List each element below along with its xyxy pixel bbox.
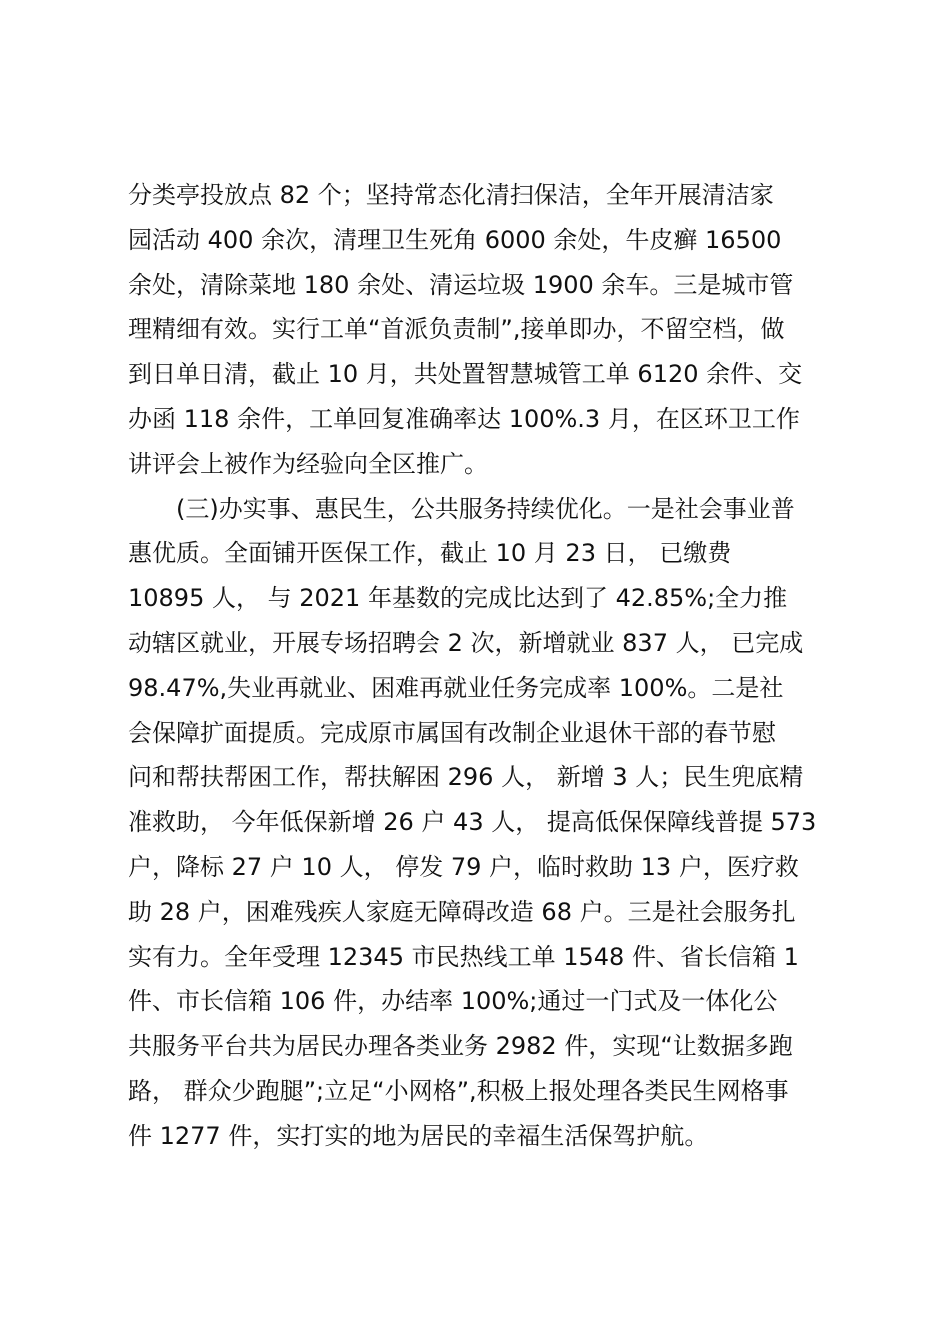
text-line: 10895 人， 与 2021 年基数的完成比达到了 42.85%;全力推 [128, 584, 788, 613]
text-line: 理精细有效。实行工单“首派负责制”,接单即办，不留空档，做 [128, 315, 785, 344]
text-line: 惠优质。全面铺开医保工作，截止 10 月 23 日， 已缴费 [128, 539, 732, 568]
paragraph-start-line: (三)办实事、惠民生，公共服务持续优化。一是社会事业普 [176, 494, 795, 523]
text-line: 准救助， 今年低保新增 26 户 43 人， 提高低保保障线普提 573 [128, 808, 817, 837]
text-line: 讲评会上被作为经验向全区推广。 [128, 449, 488, 478]
text-line: 园活动 400 余次，清理卫生死角 6000 余处，牛皮癣 16500 [128, 225, 782, 254]
text-line: 路， 群众少跑腿”;立足“小网格”,积极上报处理各类民生网格事 [128, 1076, 789, 1105]
text-line: 件 1277 件，实打实的地为居民的幸福生活保驾护航。 [128, 1121, 709, 1150]
text-line: 动辖区就业，开展专场招聘会 2 次，新增就业 837 人， 已完成 [128, 628, 804, 657]
body-text [128, 173, 836, 1159]
text-line: 98.47%,失业再就业、困难再就业任务完成率 100%。二是社 [128, 673, 784, 702]
text-line: 余处，清除菜地 180 余处、清运垃圾 1900 余车。三是城市管 [128, 270, 794, 299]
text-line: 到日单日清，截止 10 月，共处置智慧城管工单 6120 余件、交 [128, 360, 803, 389]
text-line: 户，降标 27 户 10 人， 停发 79 户，临时救助 13 户，医疗救 [128, 852, 799, 881]
text-line: 助 28 户，困难残疾人家庭无障碍改造 68 户。三是社会服务扎 [128, 897, 796, 926]
text-line: 问和帮扶帮困工作，帮扶解困 296 人， 新增 3 人；民生兜底精 [128, 763, 804, 792]
text-line: 实有力。全年受理 12345 市民热线工单 1548 件、省长信箱 1 [128, 942, 799, 971]
text-line: 共服务平台共为居民办理各类业务 2982 件，实现“让数据多跑 [128, 1032, 793, 1061]
text-line: 会保障扩面提质。完成原市属国有改制企业退休干部的春节慰 [128, 718, 776, 747]
text-line: 分类亭投放点 82 个；坚持常态化清扫保洁，全年开展清洁家 [128, 181, 774, 209]
text-line: 件、市长信箱 106 件，办结率 100%;通过一门式及一体化公 [128, 987, 778, 1016]
text-line: 办函 118 余件，工单回复准确率达 100%.3 月，在区环卫工作 [128, 404, 800, 433]
